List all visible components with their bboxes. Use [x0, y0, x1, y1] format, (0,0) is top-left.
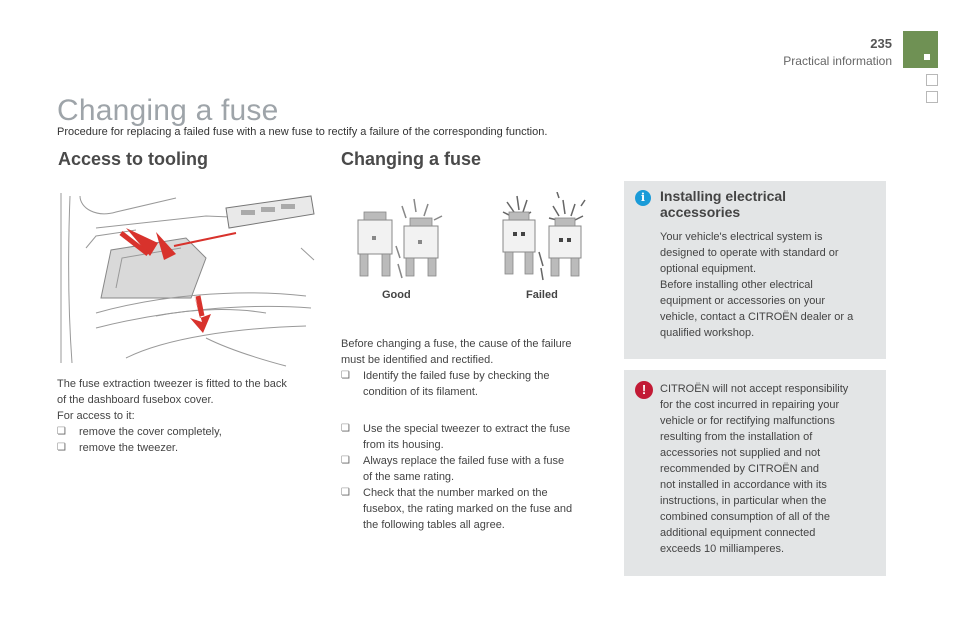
page-number: 235 — [870, 36, 892, 51]
warning-icon: ! — [635, 381, 653, 399]
changing-bullet: ❏ Always replace the failed fuse with a fuse of the same rating. — [341, 455, 565, 483]
changing-bullet: ❏ Identify the failed fuse by checking the condition of its filament. — [341, 370, 550, 398]
access-text — [57, 376, 327, 456]
section-name: Practical information — [783, 54, 892, 68]
changing-line: must be identified and rectified. — [341, 354, 494, 366]
warning-box — [624, 370, 886, 576]
section-tab — [903, 31, 938, 68]
tab-marker-icon — [924, 54, 930, 60]
checkbox-bullet-icon: ❏ — [57, 426, 66, 437]
changing-steps — [341, 421, 613, 533]
info-icon: i — [635, 190, 651, 206]
warning-body: CITROËN will not accept responsibility for the cost incurred in repairing your vehicle or for rectifying malfunctions resulting from the installation of accessories not supplied and not recommended by CITROËN and not installed in accordance with its instructions, in particular when the combined consumption of all of the additional equipment connected exceeds 10 milliamperes. — [660, 383, 849, 555]
failed-fuse-illustration — [497, 192, 597, 282]
side-index-box-1 — [926, 74, 938, 86]
access-paragraph-3: For access to it: — [57, 410, 135, 422]
checkbox-bullet-icon: ❏ — [341, 455, 350, 466]
access-paragraph-1: The fuse extraction tweezer is fitted to the back — [57, 378, 287, 390]
checkbox-bullet-icon: ❏ — [57, 442, 66, 453]
changing-bullet: ❏ Use the special tweezer to extract the fuse from its housing. — [341, 423, 571, 451]
checkbox-bullet-icon: ❏ — [341, 487, 350, 498]
failed-fuse-label: Failed — [526, 289, 558, 301]
side-index-box-2 — [926, 91, 938, 103]
info-title: Installing electrical accessories — [660, 188, 787, 220]
changing-line: Before changing a fuse, the cause of the failure — [341, 338, 572, 350]
access-heading: Access to tooling — [58, 149, 209, 169]
good-fuse-illustration — [350, 196, 450, 281]
intro-text: Procedure for replacing a failed fuse with a new fuse to rectify a failure of the corresponding function. — [57, 126, 548, 138]
dashboard-fusebox-illustration — [56, 188, 318, 368]
access-paragraph-2: of the dashboard fusebox cover. — [57, 394, 214, 406]
changing-heading: Changing a fuse — [341, 149, 482, 169]
changing-text — [341, 336, 613, 400]
checkbox-bullet-icon: ❏ — [341, 370, 350, 381]
changing-bullet: ❏ Check that the number marked on the fusebox, the rating marked on the fuse and the following tables all agree. — [341, 487, 573, 531]
checkbox-bullet-icon: ❏ — [341, 423, 350, 434]
access-bullet: ❏ remove the cover completely, — [57, 426, 222, 438]
access-bullet: ❏ remove the tweezer. — [57, 442, 179, 454]
good-fuse-label: Good — [382, 289, 411, 301]
info-body: Your vehicle's electrical system is designed to operate with standard or optional equipment. Before installing other electrical equipment or accessories on your vehicle, contact a CITROËN dealer or a qualified workshop. — [660, 231, 854, 339]
info-box — [624, 181, 886, 359]
page-title: Changing a fuse — [57, 94, 279, 127]
